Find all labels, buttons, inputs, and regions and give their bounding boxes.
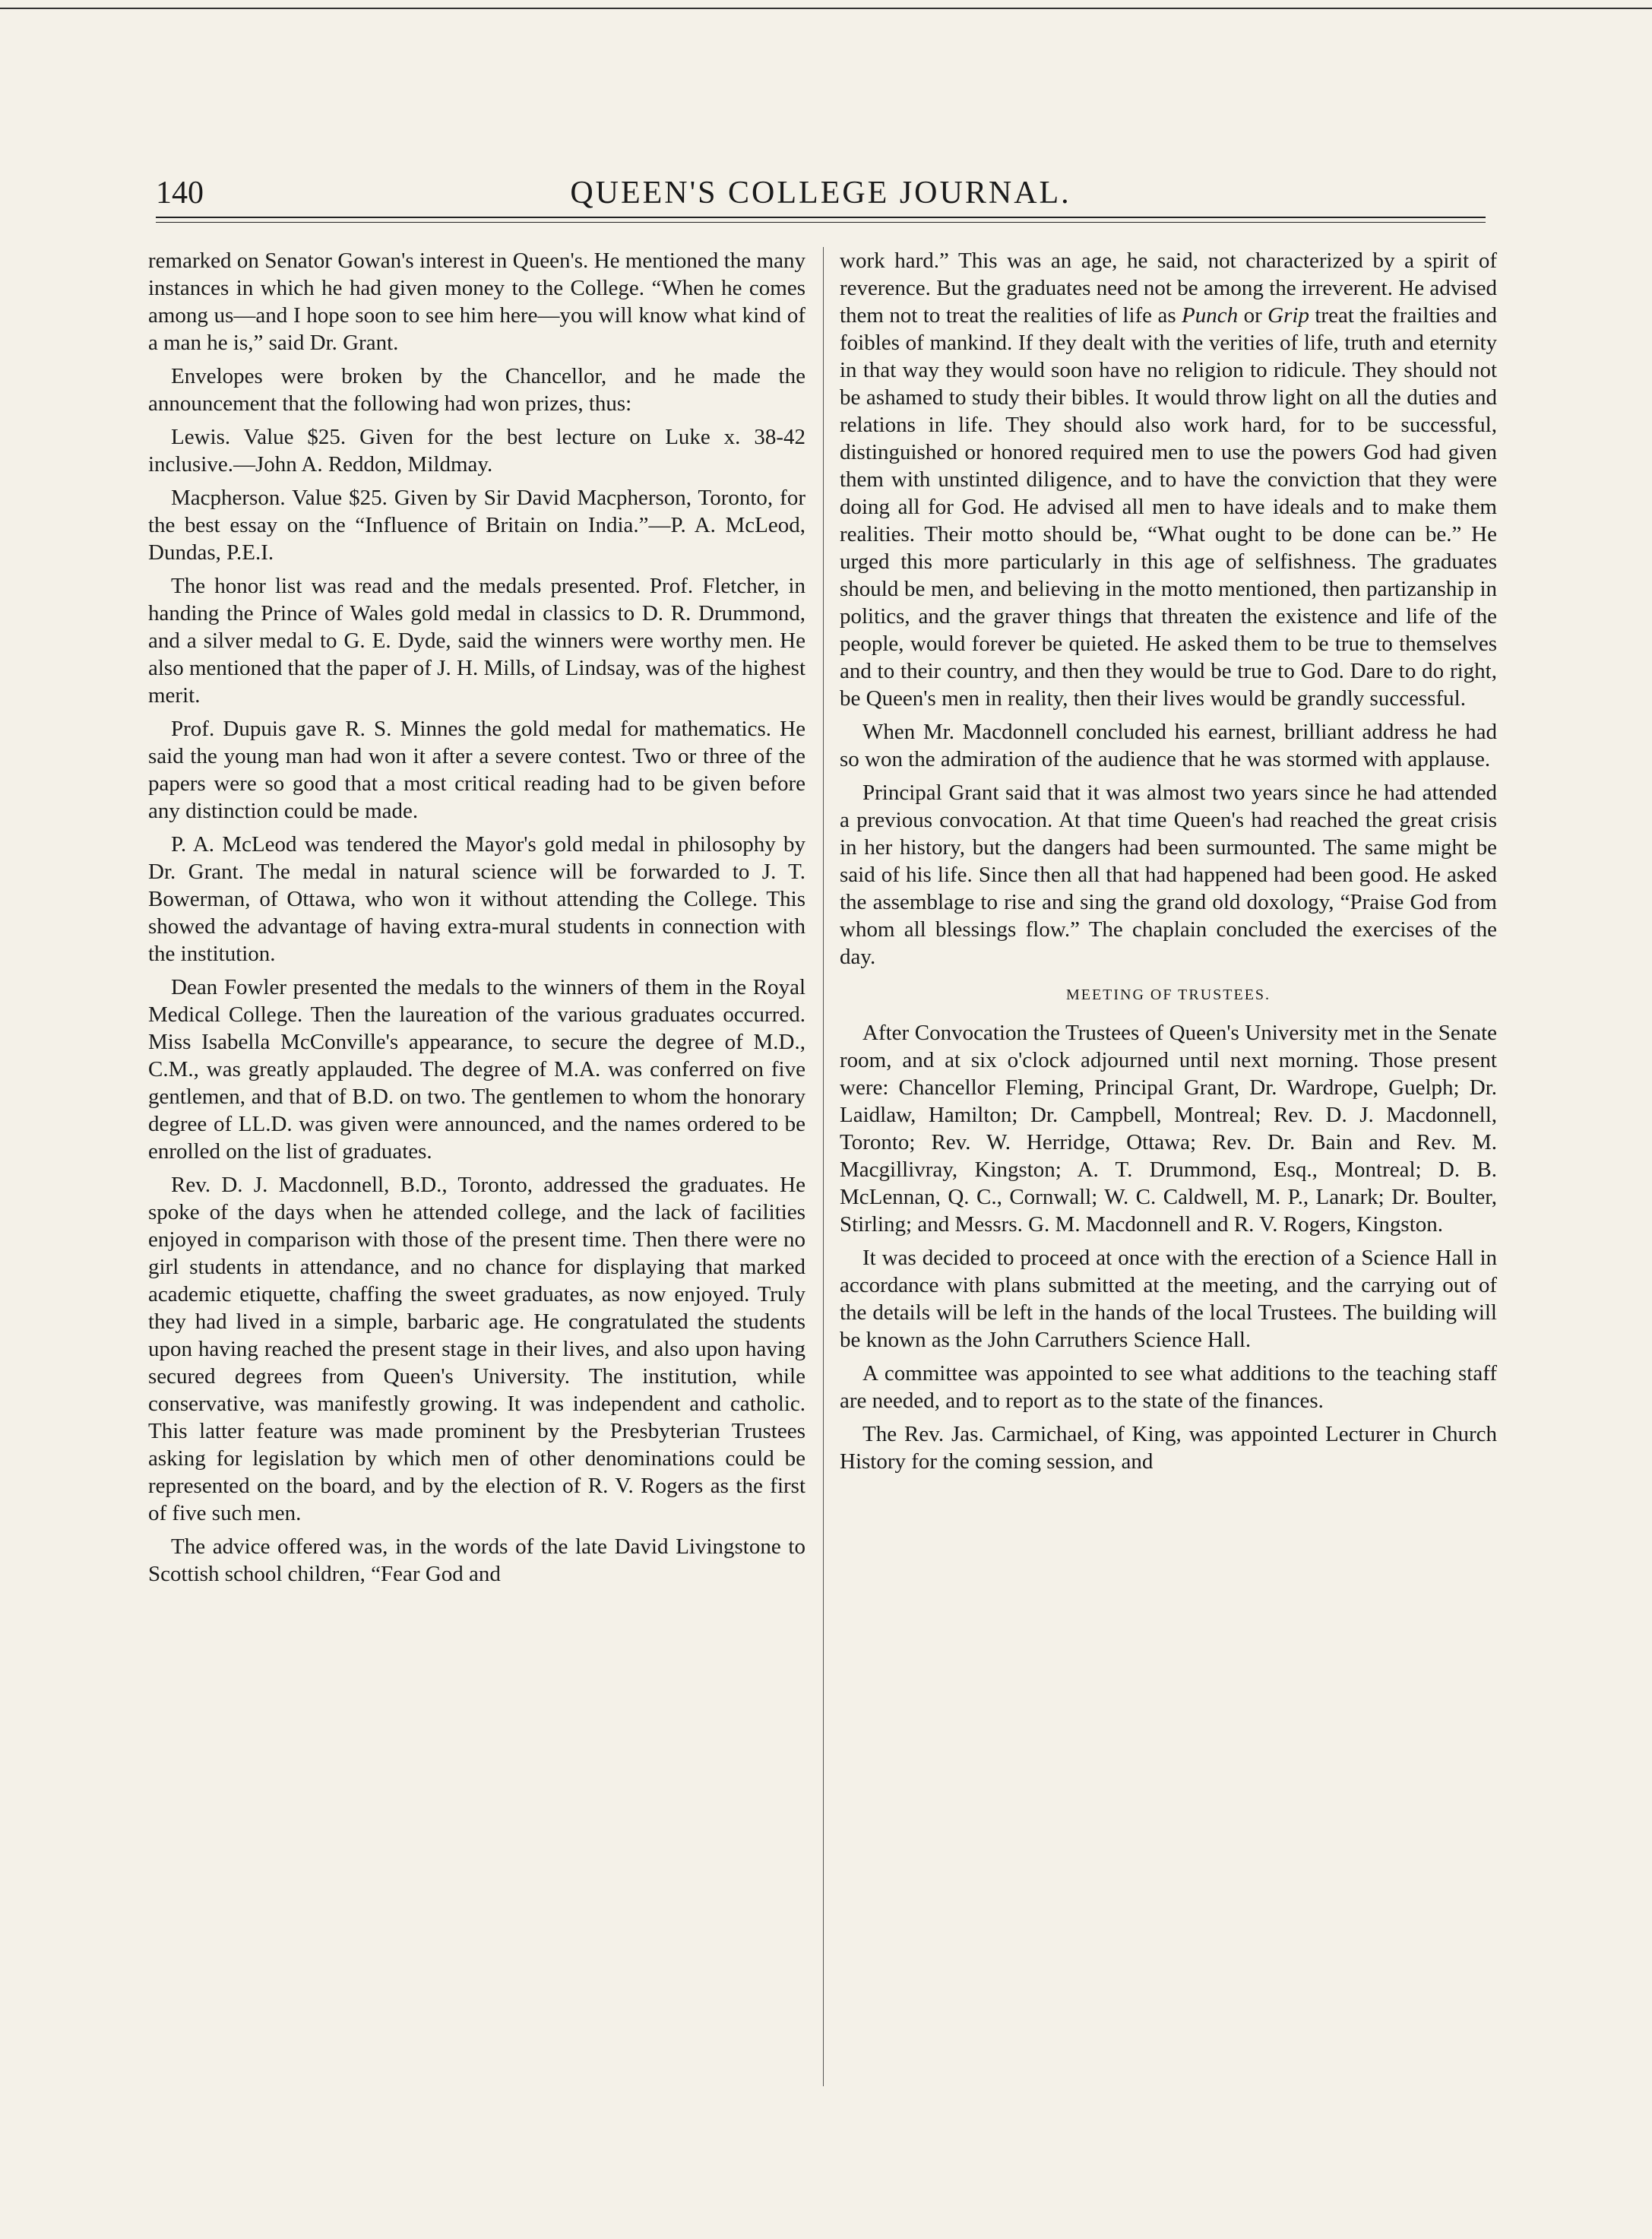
top-border-line	[0, 8, 1652, 9]
paragraph: Lewis. Value $25. Given for the best lecture on Luke x. 38-42 inclusive.—John A. Reddon, Mildmay.	[148, 425, 805, 477]
page-header	[156, 175, 1486, 220]
paragraph: P. A. McLeod was tendered the Mayor's gold medal in philosophy by Dr. Grant. The medal in natural science will be forwarded to J. T. Bowerman, of Ottawa, who won it without attending the College. This showed the advantage of having extra-mural students in connection with the institution.	[148, 832, 805, 966]
paragraph: When Mr. Macdonnell concluded his earnest, brilliant address he had so won the admiration of the audience that he was stormed with applause.	[840, 720, 1497, 771]
section-subheading: MEETING OF TRUSTEES.	[1065, 986, 1271, 1003]
paragraph: It was decided to proceed at once with the erection of a Science Hall in accordance with plans submitted at the meeting, and the carrying out of the details will be left in the hands of the local Trustees. The building will be known as the John Carruthers Science Hall.	[840, 1246, 1497, 1352]
right-column	[840, 247, 1497, 2094]
paragraph: The advice offered was, in the words of the late David Livingstone to Scottish school children, “Fear God and	[148, 1534, 805, 1586]
italic-text: Punch	[1182, 303, 1239, 328]
journal-title: QUEEN'S COLLEGE JOURNAL.	[570, 176, 1071, 211]
paragraph: After Convocation the Trustees of Queen's University met in the Senate room, and at six o'clock adjourned until next morning. Those present were: Chancellor Fleming, Principal Grant, Dr. Wardrope, Guelph; Dr. Laidlaw, Hamilton; Dr. Campbell, Montreal; Rev. D. J. Macdonnell, Toronto; Rev. W. Herridge, Ottawa; Rev. Dr. Bain and Rev. M. Macgillivray, Kingston; A. T. Drummond, Esq., Montreal; D. B. McLennan, Q. C., Cornwall; W. C. Caldwell, M. P., Lanark; Dr. Boulter, Stirling; and Messrs. G. M. Macdonnell and R. V. Rogers, Kingston.	[840, 1021, 1497, 1237]
paragraph: The honor list was read and the medals presented. Prof. Fletcher, in handing the Prince of Wales gold medal in classics to D. R. Drummond, and a silver medal to G. E. Dyde, said the winners were worthy men. He also mentioned that the paper of J. H. Mills, of Lindsay, was of the highest merit.	[148, 574, 805, 708]
paragraph: A committee was appointed to see what additions to the teaching staff are needed, and to report as to the state of the finances.	[840, 1361, 1497, 1413]
header-rule	[156, 217, 1486, 218]
paragraph: Macpherson. Value $25. Given by Sir David Macpherson, Toronto, for the best essay on the “Influence of Britain on India.”—P. A. McLeod, Dundas, P.E.I.	[148, 486, 805, 565]
paragraph	[840, 247, 1497, 712]
paragraph: Envelopes were broken by the Chancellor, and he made the announcement that the following had won prizes, thus:	[148, 364, 805, 416]
header-rule-thin	[156, 222, 1486, 223]
paragraph: remarked on Senator Gowan's interest in Queen's. He mentioned the many instances in which he had given money to the College. “When he comes among us—and I hope soon to see him here—you will know what kind of a man he is,” said Dr. Grant.	[148, 249, 805, 355]
text-run: or	[1243, 303, 1262, 328]
paragraph: Rev. D. J. Macdonnell, B.D., Toronto, addressed the graduates. He spoke of the days when he attended college, and the lack of facilities enjoyed in comparison with those of the present time. Then there were no girl students in attendance, and no chance for displaying that marked academic etiquette, chaffing the sweet graduates, as now enjoyed. Truly they had lived in a simple, barbaric age. He congratulated the students upon having reached the present stage in their lives, and also upon having secured degrees from Queen's University. The institution, while conservative, was manifestly growing. It was independent and catholic. This latter feature was made prominent by the Presbyterian Trustees asking for legislation by which men of other denominations could be represented on the board, and by the election of R. V. Rogers as the first of five such men.	[148, 1173, 805, 1525]
paragraph: Dean Fowler presented the medals to the winners of them in the Royal Medical College. Then the laureation of the various graduates occurred. Miss Isabella McConville's appearance, to secure the degree of M.D., C.M., was greatly applauded. The degree of M.A. was conferred on five gentlemen, and that of B.D. on two. The gentlemen to whom the honorary degree of LL.D. was given were announced, and the names ordered to be enrolled on the list of graduates.	[148, 975, 805, 1164]
paragraph: Prof. Dupuis gave R. S. Minnes the gold medal for mathematics. He said the young man had won it after a severe contest. Two or three of the papers were so good that a most critical reading had to be given before any distinction could be made.	[148, 717, 805, 823]
page-number: 140	[156, 176, 204, 211]
text-run: work hard.” This was an age, he said, not characterized by a spirit of reverence. But the graduates need not be among the irreverent. He advised them not to treat the realities of life as	[840, 249, 1497, 328]
left-column	[148, 247, 805, 2094]
paragraph: Principal Grant said that it was almost two years since he had attended a previous convocation. At that time Queen's had reached the great crisis in her history, but the dangers had been surmounted. The same might be said of his life. Since then all that had happened had been good. He asked the assemblage to rise and sing the grand old doxology, “Praise God from whom all blessings flow.” The chaplain concluded the exercises of the day.	[840, 781, 1497, 969]
italic-text: Grip	[1267, 303, 1309, 328]
text-run: treat the frailties and foibles of mankind. If they dealt with the verities of life, truth and eternity in that way they would soon have no religion to ridicule. They should not be ashamed to study their bibles. It would throw light on all the duties and relations in life. They should also work hard, for to be successful, distinguished or honored required men to use the powers God had given them with unstinted diligence, and to have the conviction that they were doing all for God. He advised all men to have ideals and to make them realities. Their motto should be, “What ought to be done can be.” He urged this more particularly in this age of selfishness. The graduates should be men, and believing in the motto mentioned, then partizanship in politics, and the graver things that threaten the existence and life of the people, would forever be quieted. He asked them to be true to themselves and to their country, and then they would be true to God. Dare to do right, be Queen's men in reality, then their lives would be grandly successful.	[840, 303, 1497, 711]
column-divider	[823, 247, 824, 2086]
paragraph: The Rev. Jas. Carmichael, of King, was appointed Lecturer in Church History for the coming session, and	[840, 1422, 1497, 1474]
